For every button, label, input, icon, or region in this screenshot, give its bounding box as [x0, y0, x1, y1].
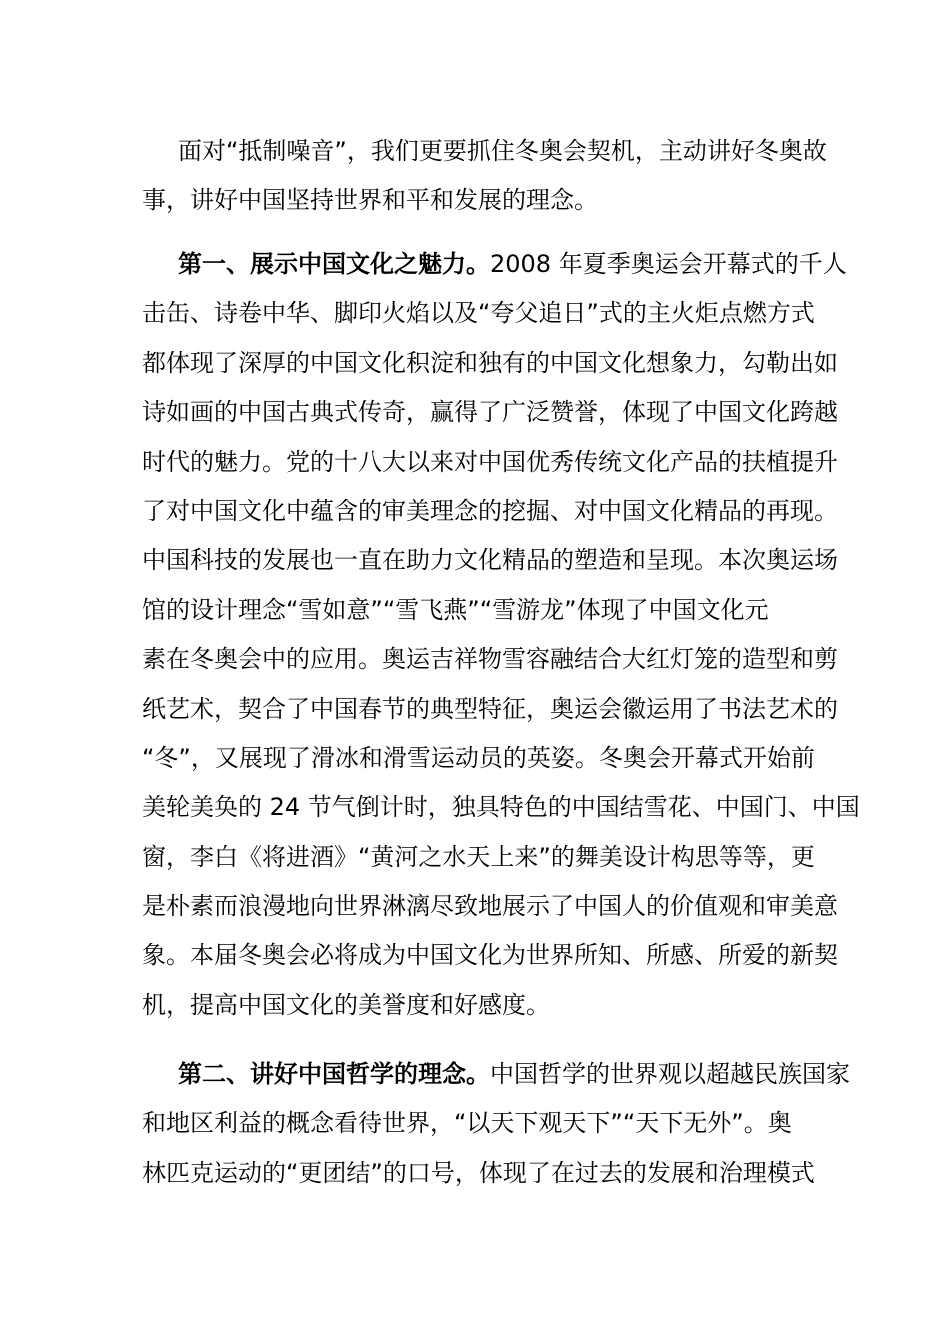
- paragraph-intro: [142, 127, 827, 226]
- paragraph-line: “冬”，又展现了滑冰和滑雪运动员的英姿。冬奥会开幕式开始前: [142, 743, 815, 772]
- paragraph-line: 时代的魅力。党的十八大以来对中国优秀传统文化产品的扶植提升: [142, 447, 838, 476]
- paragraph-first-line: [142, 1050, 850, 1099]
- paragraph-culture: [142, 240, 860, 1030]
- paragraph-line: 馆的设计理念“雪如意”“雪飞燕”“雪游龙”体现了中国文化元: [142, 595, 769, 624]
- paragraph-line: 是朴素而浪漫地向世界淋漓尽致地展示了中国人的价值观和审美意: [142, 892, 838, 921]
- paragraph-line: 了对中国文化中蕴含的审美理念的挖掘、对中国文化精品的再现。: [142, 496, 838, 525]
- paragraph-line: 击缶、诗卷中华、脚印火焰以及“夸父追日”式的主火炬点燃方式: [142, 299, 815, 328]
- paragraph-line: 诗如画的中国古典式传奇，赢得了广泛赞誉，体现了中国文化跨越: [142, 398, 838, 427]
- paragraph-first-line: [142, 240, 847, 289]
- paragraph-text: 中国哲学的世界观以超越民族国家: [490, 1060, 850, 1088]
- paragraph-philosophy: [142, 1050, 850, 1198]
- paragraph-line: 纸艺术，契合了中国春节的典型特征，奥运会徽运用了书法艺术的: [142, 694, 838, 723]
- paragraph-line: 中国科技的发展也一直在助力文化精品的塑造和呈现。本次奥运场: [142, 546, 838, 575]
- paragraph-line: 和地区利益的概念看待世界，“以天下观天下”“天下无外”。奥: [142, 1109, 792, 1138]
- section-heading: 第二、讲好中国哲学的理念。: [178, 1060, 490, 1088]
- paragraph-line: 林匹克运动的“更团结”的口号，体现了在过去的发展和治理模式: [142, 1158, 815, 1187]
- paragraph-line: 机，提高中国文化的美誉度和好感度。: [142, 990, 550, 1019]
- paragraph-line: 素在冬奥会中的应用。奥运吉祥物雪容融结合大红灯笼的造型和剪: [142, 645, 838, 674]
- paragraph-line: 美轮美奂的 24 节气倒计时，独具特色的中国结雪花、中国门、中国: [142, 793, 860, 822]
- paragraph-text: 2008 年夏季奥运会开幕式的千人: [490, 250, 847, 278]
- section-heading: 第一、展示中国文化之魅力。: [178, 250, 490, 278]
- paragraph-line: 象。本届冬奥会必将成为中国文化为世界所知、所感、所爱的新契: [142, 941, 838, 970]
- paragraph-line: 面对“抵制噪音”，我们更要抓住冬奥会契机，主动讲好冬奥故: [178, 137, 827, 165]
- paragraph-line: 事，讲好中国坚持世界和平和发展的理念。: [142, 186, 598, 215]
- paragraph-line: 窗，李白《将进酒》“黄河之水天上来”的舞美设计构思等等，更: [142, 842, 815, 871]
- paragraph-line: 都体现了深厚的中国文化积淀和独有的中国文化想象力，勾勒出如: [142, 348, 838, 377]
